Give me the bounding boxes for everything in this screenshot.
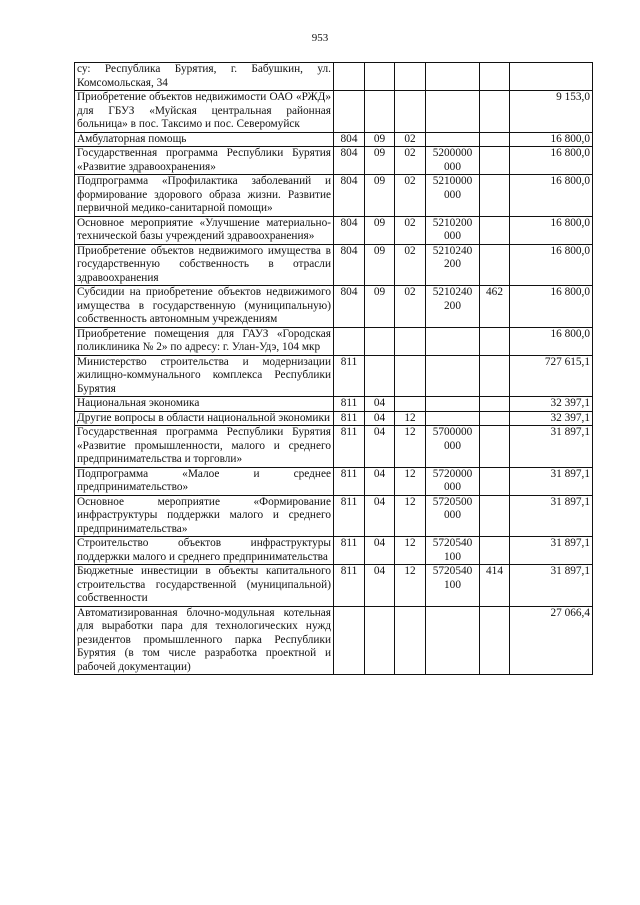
ministry-code-cell	[334, 63, 365, 91]
table-row	[75, 467, 593, 495]
ministry-code-cell: 804	[334, 147, 365, 175]
target-article-cell: 5700000 000	[426, 426, 480, 468]
subsection-code-cell: 12	[395, 426, 426, 468]
ministry-code-cell: 811	[334, 411, 365, 426]
expense-type-cell	[480, 244, 510, 286]
subsection-code-cell: 02	[395, 147, 426, 175]
table-row	[75, 175, 593, 217]
subsection-code-cell: 12	[395, 495, 426, 537]
subsection-code-cell	[395, 91, 426, 133]
section-code-cell: 04	[365, 537, 395, 565]
amount-cell: 16 800,0	[510, 147, 593, 175]
row-name-cell: Автоматизированная блочно-модульная котельная для выработки пара для технологических нужд резидентов промышленного парка Республики Бурятия (в том числе разработка проектной и рабочей документации)	[75, 606, 334, 675]
amount-cell: 27 066,4	[510, 606, 593, 675]
section-code-cell: 09	[365, 286, 395, 328]
subsection-code-cell: 12	[395, 467, 426, 495]
table-row	[75, 216, 593, 244]
section-code-cell: 09	[365, 175, 395, 217]
subsection-code-cell: 12	[395, 565, 426, 607]
amount-cell: 9 153,0	[510, 91, 593, 133]
row-name-cell: Национальная экономика	[75, 397, 334, 412]
table-row	[75, 411, 593, 426]
subsection-code-cell: 02	[395, 216, 426, 244]
row-name-cell: Строительство объектов инфраструктуры поддержки малого и среднего предпринимательства	[75, 537, 334, 565]
expense-type-cell	[480, 327, 510, 355]
ministry-code-cell: 804	[334, 132, 365, 147]
expense-type-cell	[480, 91, 510, 133]
ministry-code-cell: 811	[334, 537, 365, 565]
subsection-code-cell: 02	[395, 132, 426, 147]
row-name-cell: Государственная программа Республики Бурятия «Развитие здравоохранения»	[75, 147, 334, 175]
expense-type-cell	[480, 397, 510, 412]
target-article-cell: 5720540 100	[426, 537, 480, 565]
amount-cell: 16 800,0	[510, 244, 593, 286]
amount-cell: 16 800,0	[510, 327, 593, 355]
table-row	[75, 537, 593, 565]
row-name-cell: Основное мероприятие «Формирование инфраструктуры поддержки малого и среднего предпринимательства»	[75, 495, 334, 537]
ministry-code-cell: 811	[334, 565, 365, 607]
expense-type-cell	[480, 355, 510, 397]
expense-type-cell	[480, 216, 510, 244]
expense-type-cell	[480, 132, 510, 147]
target-article-cell	[426, 327, 480, 355]
table-row	[75, 63, 593, 91]
subsection-code-cell	[395, 397, 426, 412]
amount-cell: 727 615,1	[510, 355, 593, 397]
table-row	[75, 426, 593, 468]
subsection-code-cell	[395, 63, 426, 91]
ministry-code-cell: 804	[334, 286, 365, 328]
expense-type-cell	[480, 495, 510, 537]
table-row	[75, 244, 593, 286]
target-article-cell	[426, 397, 480, 412]
row-name-cell: Подпрограмма «Профилактика заболеваний и формирование здорового образа жизни. Развитие первичной медико-санитарной помощи»	[75, 175, 334, 217]
target-article-cell	[426, 91, 480, 133]
section-code-cell	[365, 63, 395, 91]
amount-cell: 31 897,1	[510, 565, 593, 607]
table-row	[75, 495, 593, 537]
subsection-code-cell: 12	[395, 411, 426, 426]
amount-cell: 31 897,1	[510, 426, 593, 468]
row-name-cell: Другие вопросы в области национальной экономики	[75, 411, 334, 426]
subsection-code-cell: 02	[395, 286, 426, 328]
row-name-cell: Государственная программа Республики Бурятия «Развитие промышленности, малого и среднего предпринимательства и торговли»	[75, 426, 334, 468]
target-article-cell: 5200000 000	[426, 147, 480, 175]
target-article-cell: 5210240 200	[426, 244, 480, 286]
section-code-cell	[365, 91, 395, 133]
ministry-code-cell: 811	[334, 467, 365, 495]
amount-cell: 31 897,1	[510, 495, 593, 537]
expense-type-cell	[480, 467, 510, 495]
target-article-cell	[426, 606, 480, 675]
section-code-cell: 04	[365, 467, 395, 495]
row-name-cell: Бюджетные инвестиции в объекты капитального строительства государственной (муниципальной) собственности	[75, 565, 334, 607]
table-row	[75, 355, 593, 397]
ministry-code-cell: 804	[334, 175, 365, 217]
table-row	[75, 606, 593, 675]
expense-type-cell	[480, 426, 510, 468]
target-article-cell: 5210240 200	[426, 286, 480, 328]
table-row	[75, 565, 593, 607]
table-body	[75, 63, 593, 675]
ministry-code-cell: 804	[334, 244, 365, 286]
amount-cell: 16 800,0	[510, 132, 593, 147]
ministry-code-cell: 811	[334, 426, 365, 468]
amount-cell: 32 397,1	[510, 397, 593, 412]
row-name-cell: Амбулаторная помощь	[75, 132, 334, 147]
section-code-cell	[365, 327, 395, 355]
section-code-cell: 04	[365, 495, 395, 537]
expense-type-cell	[480, 63, 510, 91]
ministry-code-cell: 811	[334, 397, 365, 412]
section-code-cell: 04	[365, 426, 395, 468]
target-article-cell: 5720540 100	[426, 565, 480, 607]
table-row	[75, 397, 593, 412]
table-row	[75, 286, 593, 328]
section-code-cell	[365, 606, 395, 675]
table-row	[75, 91, 593, 133]
subsection-code-cell: 02	[395, 244, 426, 286]
table-row	[75, 147, 593, 175]
row-name-cell: Субсидии на приобретение объектов недвижимого имущества в государственную (муниципальную) собственность автономным учреждениям	[75, 286, 334, 328]
amount-cell: 16 800,0	[510, 216, 593, 244]
row-name-cell: Основное мероприятие «Улучшение материально-технической базы учреждений здравоохранения»	[75, 216, 334, 244]
page-number: 953	[311, 32, 329, 44]
expense-type-cell	[480, 537, 510, 565]
section-code-cell: 04	[365, 397, 395, 412]
subsection-code-cell: 12	[395, 537, 426, 565]
amount-cell: 32 397,1	[510, 411, 593, 426]
section-code-cell: 09	[365, 147, 395, 175]
row-name-cell: Министерство строительства и модернизации жилищно-коммунального комплекса Республики Бурятия	[75, 355, 334, 397]
table-row	[75, 327, 593, 355]
section-code-cell: 09	[365, 216, 395, 244]
target-article-cell: 5210000 000	[426, 175, 480, 217]
row-name-cell: Приобретение помещения для ГАУЗ «Городская поликлиника № 2» по адресу: г. Улан-Удэ, 104 мкр	[75, 327, 334, 355]
expense-type-cell: 414	[480, 565, 510, 607]
target-article-cell: 5720000 000	[426, 467, 480, 495]
expense-type-cell	[480, 175, 510, 217]
ministry-code-cell	[334, 91, 365, 133]
ministry-code-cell: 811	[334, 495, 365, 537]
section-code-cell: 04	[365, 411, 395, 426]
expense-type-cell: 462	[480, 286, 510, 328]
section-code-cell: 09	[365, 244, 395, 286]
amount-cell	[510, 63, 593, 91]
section-code-cell: 09	[365, 132, 395, 147]
target-article-cell	[426, 355, 480, 397]
section-code-cell: 04	[365, 565, 395, 607]
expense-type-cell	[480, 411, 510, 426]
target-article-cell: 5210200 000	[426, 216, 480, 244]
target-article-cell	[426, 411, 480, 426]
subsection-code-cell	[395, 355, 426, 397]
budget-table	[74, 62, 593, 675]
row-name-cell: Подпрограмма «Малое и среднее предпринимательство»	[75, 467, 334, 495]
section-code-cell	[365, 355, 395, 397]
amount-cell: 16 800,0	[510, 286, 593, 328]
amount-cell: 31 897,1	[510, 467, 593, 495]
row-name-cell: су: Республика Бурятия, г. Бабушкин, ул. Комсомольская, 34	[75, 63, 334, 91]
ministry-code-cell	[334, 606, 365, 675]
ministry-code-cell: 804	[334, 216, 365, 244]
amount-cell: 16 800,0	[510, 175, 593, 217]
row-name-cell: Приобретение объектов недвижимого имущества в государственную собственность в отрасли здравоохранения	[75, 244, 334, 286]
target-article-cell	[426, 132, 480, 147]
subsection-code-cell	[395, 606, 426, 675]
amount-cell: 31 897,1	[510, 537, 593, 565]
target-article-cell: 5720500 000	[426, 495, 480, 537]
target-article-cell	[426, 63, 480, 91]
subsection-code-cell	[395, 327, 426, 355]
subsection-code-cell: 02	[395, 175, 426, 217]
ministry-code-cell: 811	[334, 355, 365, 397]
expense-type-cell	[480, 606, 510, 675]
ministry-code-cell	[334, 327, 365, 355]
table-row	[75, 132, 593, 147]
row-name-cell: Приобретение объектов недвижимости ОАО «РЖД» для ГБУЗ «Муйская центральная районная больница» в пос. Таксимо и пос. Северомуйск	[75, 91, 334, 133]
expense-type-cell	[480, 147, 510, 175]
